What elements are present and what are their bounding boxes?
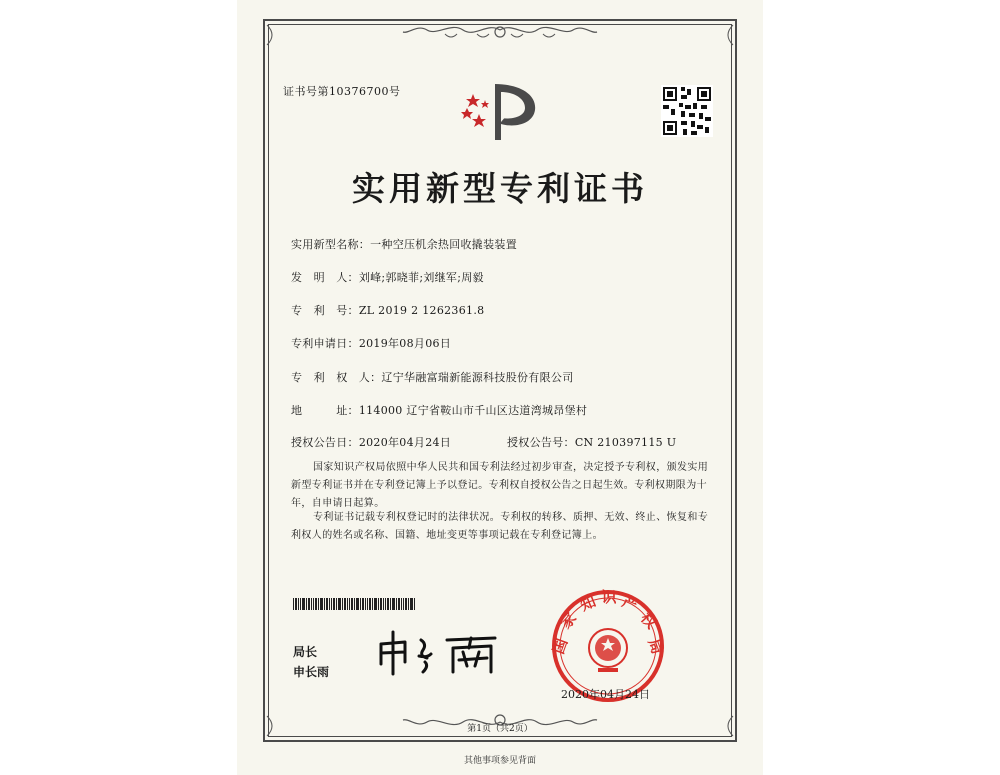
patentee-value: 辽宁华融富瑞新能源科技股份有限公司 xyxy=(381,371,574,384)
inventor-row xyxy=(291,269,484,285)
svg-text:国: 国 xyxy=(549,636,572,657)
director-name: 申长雨 xyxy=(293,665,330,679)
patent-number-value: ZL 2019 2 1262361.8 xyxy=(358,304,485,317)
body-paragraph-2 xyxy=(291,509,711,545)
utility-model-name-label: 实用新型名称： xyxy=(291,238,371,251)
svg-text:知: 知 xyxy=(577,592,599,615)
back-notice: 其他事项参见背面 xyxy=(463,756,536,766)
patentee-label: 专 利 权 人： xyxy=(291,371,382,384)
grant-number-row xyxy=(507,434,676,450)
body-paragraph-2-text: 专利证书记载专利权登记时的法律状况。专利权的转移、质押、无效、终止、恢复和专利权人的姓名或名称、国籍、地址变更等事项记载在专利登记簿上。 xyxy=(291,512,709,541)
certificate-number: 证书号第10376700号 xyxy=(283,85,401,98)
qr-code-icon xyxy=(661,85,713,137)
director-title: 局长 xyxy=(293,645,318,659)
body-paragraph-1-text: 国家知识产权局依照中华人民共和国专利法经过初步审查，决定授予专利权，颁发实用新型专利证书并在专利登记簿上予以登记。专利权自授权公告之日起生效。专利权期限为十年，自申请日起算。 xyxy=(291,462,709,509)
handwritten-signature-icon xyxy=(375,626,505,678)
barcode-icon xyxy=(293,598,415,610)
patentee-row xyxy=(291,369,574,385)
grant-date-value: 2020年04月24日 xyxy=(358,436,452,449)
filing-date-row xyxy=(291,335,451,351)
filing-date-value: 2019年08月06日 xyxy=(358,337,452,350)
svg-text:权: 权 xyxy=(637,609,661,633)
filing-date-label: 专利申请日： xyxy=(291,337,359,350)
patent-number-row xyxy=(291,302,484,318)
inventor-label: 发 明 人： xyxy=(291,271,359,284)
svg-text:局: 局 xyxy=(644,636,667,657)
body-paragraph-1 xyxy=(291,459,711,513)
top-ornament-icon xyxy=(237,20,763,60)
page-number: 第1页（共2页） xyxy=(467,724,533,734)
inventor-value: 刘峰;郭晓菲;刘继军;周毅 xyxy=(358,271,484,284)
grant-number-label: 授权公告号： xyxy=(507,436,575,449)
utility-model-name-value: 一种空压机余热回收撬装装置 xyxy=(370,238,518,251)
certificate-title: 实用新型专利证书 xyxy=(352,169,648,208)
address-row xyxy=(291,402,587,418)
seal-date: 2020年04月24日 xyxy=(561,688,650,701)
svg-text:家: 家 xyxy=(556,609,580,633)
bottom-ornament-icon xyxy=(237,700,763,740)
address-label: 地 址： xyxy=(291,404,359,417)
patent-office-logo-icon xyxy=(455,78,545,146)
address-value: 114000 辽宁省鞍山市千山区达道湾城昂堡村 xyxy=(358,404,588,417)
svg-text:产: 产 xyxy=(619,592,641,615)
grant-date-label: 授权公告日： xyxy=(291,436,359,449)
certificate-page xyxy=(237,0,763,775)
utility-model-name-row xyxy=(291,236,517,252)
grant-number-value: CN 210397115 U xyxy=(574,436,677,449)
svg-text:识: 识 xyxy=(601,588,617,606)
patent-number-label: 专 利 号： xyxy=(291,304,359,317)
grant-date-row xyxy=(291,434,451,450)
